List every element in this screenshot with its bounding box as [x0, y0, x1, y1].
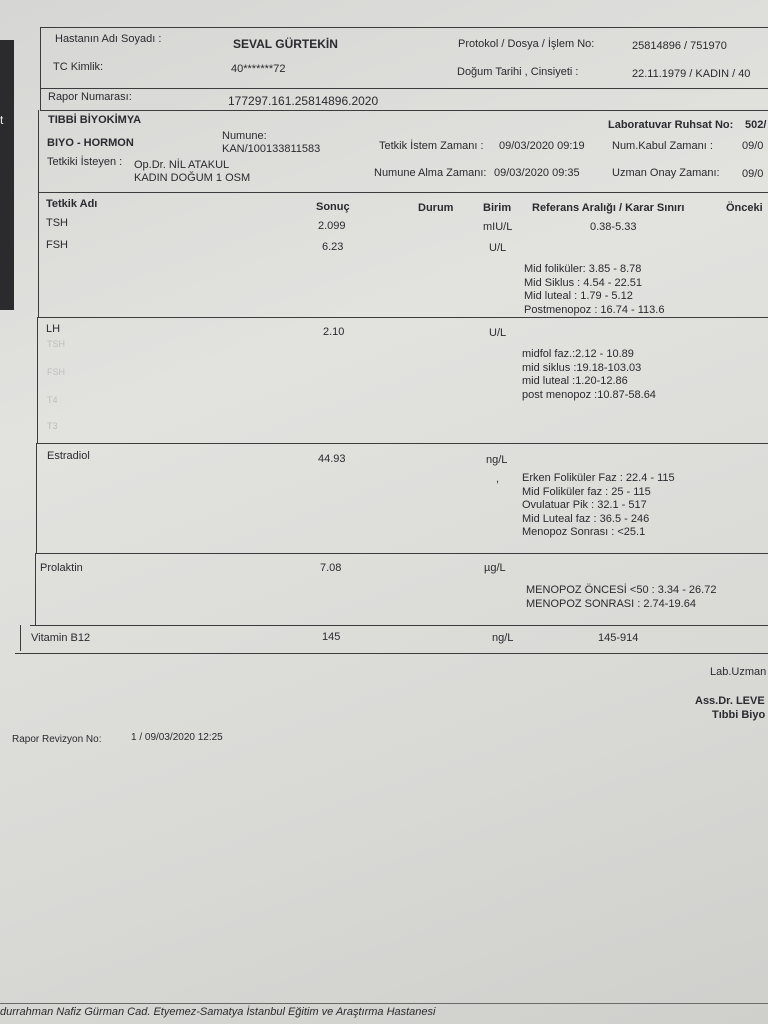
table-bottom-border	[15, 653, 768, 654]
request-time-label: Tetkik İstem Zamanı :	[379, 140, 484, 152]
row-estradiol-unit: ng/L	[486, 454, 508, 466]
tc-label: TC Kimlik:	[53, 61, 104, 73]
header-test-name: Tetkik Adı	[46, 198, 98, 210]
ref-line: Menopoz Sonrası : <25.1	[522, 526, 646, 539]
sample-time-label: Numune Alma Zamanı:	[374, 167, 487, 179]
requester-value: Op.Dr. NİL ATAKUL	[134, 159, 230, 171]
sample-label: Numune:	[222, 130, 267, 142]
accept-time-label: Num.Kabul Zamanı :	[612, 140, 713, 152]
protocol-label: Protokol / Dosya / İşlem No:	[458, 38, 595, 50]
ref-line: post menopoz :10.87-58.64	[522, 388, 656, 401]
row-estradiol-reference	[522, 472, 675, 540]
requester-dept: KADIN DOĞUM 1 OSM	[134, 172, 251, 184]
row-fsh-unit: U/L	[489, 242, 507, 254]
ghost-text: TSH	[47, 339, 65, 349]
ref-line: Mid luteal : 1.79 - 5.12	[524, 290, 633, 303]
header-divider-3	[38, 192, 768, 193]
section-left-border	[38, 110, 39, 192]
row-lh-reference	[522, 348, 656, 402]
row-lh-unit: U/L	[489, 327, 507, 339]
license-value: 502/	[745, 119, 767, 131]
row-fsh-reference	[524, 263, 664, 317]
patient-name-value: SEVAL GÜRTEKİN	[233, 37, 338, 51]
row-prolaktin-value: 7.08	[320, 562, 342, 574]
row-prolaktin-reference	[526, 584, 716, 611]
ghost-text: T4	[47, 395, 58, 405]
header-divider-2	[40, 110, 768, 111]
revision-value: 1 / 09/03/2020 12:25	[131, 732, 223, 743]
ref-line: Postmenopoz : 16.74 - 113.6	[524, 303, 665, 316]
ref-line: mid luteal :1.20-12.86	[522, 375, 628, 388]
header-result: Sonuç	[316, 201, 350, 213]
table-left-border-3	[36, 443, 37, 553]
revision-label: Rapor Revizyon No:	[12, 734, 102, 745]
request-time-value: 09/03/2020 09:19	[499, 140, 585, 152]
row-b12-value: 145	[322, 631, 341, 643]
row-tsh-reference: 0.38-5.33	[590, 221, 637, 233]
report-number-value: 177297.161.25814896.2020	[228, 94, 379, 108]
ref-line: Erken Foliküler Faz : 22.4 - 115	[522, 472, 675, 484]
header-divider-1	[40, 88, 768, 89]
ghost-text: FSH	[47, 367, 65, 377]
ref-line: midfol faz.:2.12 - 10.89	[522, 348, 634, 360]
row-estradiol-value: 44.93	[318, 453, 346, 465]
footer-divider	[0, 1003, 768, 1004]
row-prolaktin-unit: µg/L	[484, 562, 506, 574]
sample-time-value: 09/03/2020 09:35	[494, 167, 580, 179]
approval-time-label: Uzman Onay Zamanı:	[612, 167, 720, 179]
license-label: Laboratuvar Ruhsat No:	[608, 119, 734, 131]
table-left-border	[38, 192, 39, 317]
test-group: BIYO - HORMON	[47, 137, 134, 149]
header-top-border	[40, 27, 768, 28]
row-lh-value: 2.10	[323, 326, 345, 338]
header-reference: Referans Aralığı / Karar Sınırı	[532, 202, 685, 214]
row-tsh-name: TSH	[46, 217, 68, 229]
ref-line: Mid Siklus : 4.54 - 22.51	[524, 276, 643, 289]
row-lh-name: LH	[46, 323, 61, 335]
row-prolaktin-name: Prolaktin	[40, 562, 83, 574]
row-b12-reference: 145-914	[598, 632, 639, 644]
accept-time-value: 09/0	[742, 140, 764, 152]
ref-line: MENOPOZ ÖNCESİ <50 : 3.34 - 26.72	[526, 584, 717, 596]
birth-value: 22.11.1979 / KADIN / 40	[632, 68, 751, 80]
table-left-border-4	[35, 553, 36, 625]
row-tsh-value: 2.099	[318, 220, 346, 232]
protocol-value: 25814896 / 751970	[632, 40, 727, 52]
edge-glyph: t	[0, 113, 4, 127]
header-unit: Birim	[483, 202, 512, 214]
row-divider-estradiol	[37, 443, 768, 444]
tc-value: 40*******72	[231, 63, 286, 75]
ref-line: Ovulatuar Pik : 32.1 - 517	[522, 499, 647, 512]
signature-doctor: Ass.Dr. LEVE	[695, 695, 765, 707]
ref-line: Mid Foliküler faz : 25 - 115	[522, 485, 651, 498]
row-estradiol-name: Estradiol	[47, 450, 90, 462]
row-b12-name: Vitamin B12	[31, 632, 91, 644]
ref-line: mid siklus :19.18-103.03	[522, 361, 642, 374]
patient-name-label: Hastanın Adı Soyadı :	[55, 33, 162, 45]
signature-dept: Tıbbi Biyo	[712, 709, 766, 721]
ref-line: Mid foliküler: 3.85 - 8.78	[524, 263, 642, 275]
ref-line: MENOPOZ SONRASI : 2.74-19.64	[526, 597, 696, 610]
table-left-border-2	[37, 317, 38, 443]
sample-value: KAN/100133811583	[222, 143, 321, 155]
row-divider-b12	[30, 625, 768, 626]
department-title: TIBBİ BİYOKİMYA	[48, 114, 142, 126]
row-fsh-name: FSH	[46, 239, 68, 251]
row-tsh-unit: mIU/L	[483, 221, 513, 233]
report-number-label: Rapor Numarası:	[48, 91, 132, 103]
header-previous: Önceki	[726, 202, 763, 214]
birth-label: Doğum Tarihi , Cinsiyeti :	[457, 66, 579, 78]
left-background-edge	[0, 40, 14, 310]
signature-title: Lab.Uzman	[710, 666, 767, 678]
approval-time-value: 09/0	[742, 168, 764, 180]
table-left-border-5	[20, 625, 21, 651]
ref-line: Mid Luteal faz : 36.5 - 246	[522, 512, 650, 525]
header-status: Durum	[418, 202, 454, 214]
row-fsh-value: 6.23	[322, 241, 344, 253]
row-b12-unit: ng/L	[492, 632, 514, 644]
ghost-text: T3	[47, 421, 58, 431]
row-divider-prolaktin	[36, 553, 768, 554]
header-left-border	[40, 27, 41, 111]
row-estradiol-mark: ,	[496, 473, 500, 485]
footer-address: durrahman Nafiz Gürman Cad. Etyemez-Samatya İstanbul Eğitim ve Araştırma Hastanesi	[0, 1006, 436, 1018]
requester-label: Tetkiki İsteyen :	[47, 156, 123, 168]
